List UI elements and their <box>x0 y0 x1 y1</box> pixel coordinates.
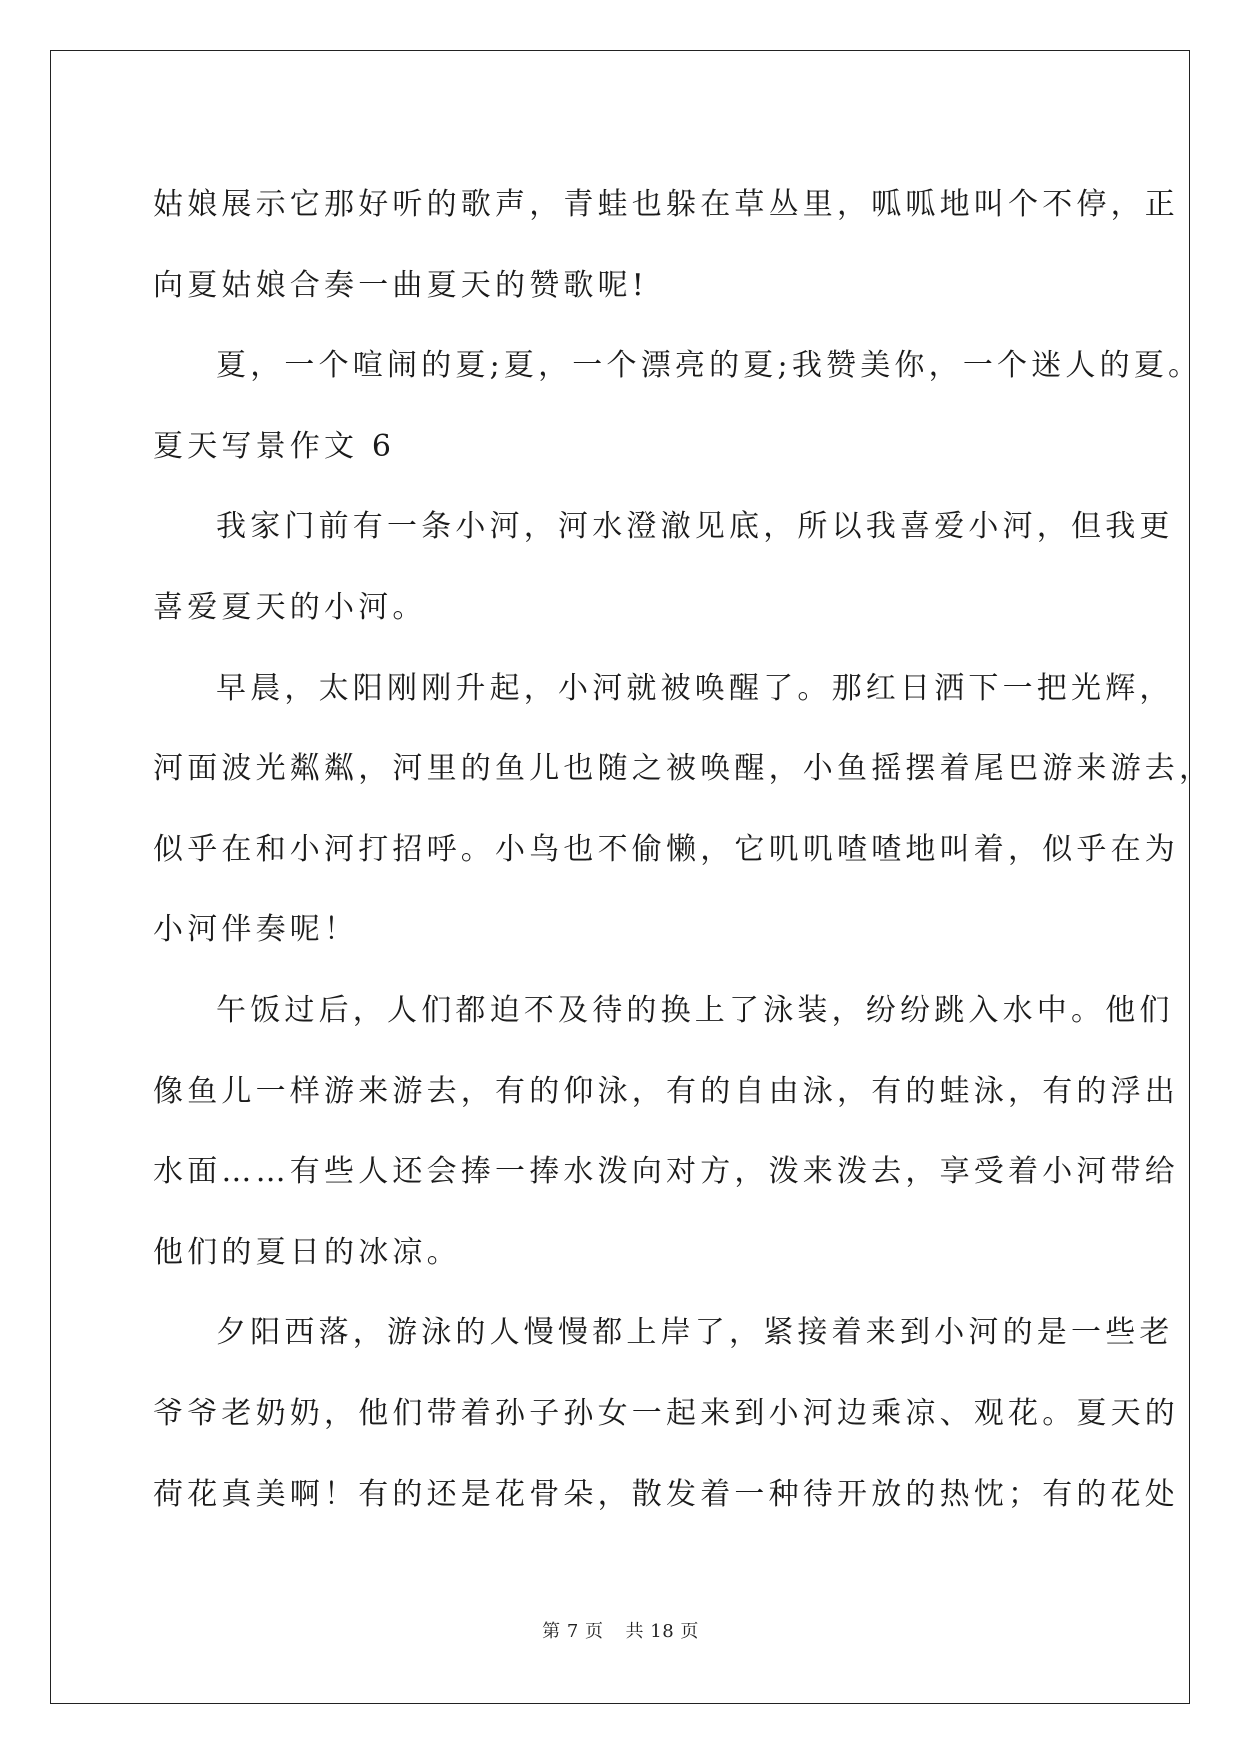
text-line-6: 喜爱夏天的小河。 <box>153 589 427 625</box>
text-line-1: 姑娘展示它那好听的歌声，青蛙也躲在草丛里，呱呱地叫个不停，正 <box>153 187 1179 222</box>
text-line-11: 午饭过后，人们都迫不及待的换上了泳装，纷纷跳入水中。他们 <box>216 992 1174 1028</box>
text-line-5: 我家门前有一条小河，河水澄澈见底，所以我喜爱小河，但我更 <box>216 509 1174 545</box>
text-line-3: 夏，一个喧闹的夏;夏，一个漂亮的夏;我赞美你，一个迷人的夏。 <box>216 348 1203 384</box>
document-body <box>153 165 1214 1535</box>
page-number: 第 7 页 <box>542 1621 604 1642</box>
text-line-15: 夕阳西落，游泳的人慢慢都上岸了，紧接着来到小河的是一些老 <box>216 1315 1174 1351</box>
text-line-14: 他们的夏日的冰凉。 <box>153 1234 461 1270</box>
text-line-16: 爷爷老奶奶，他们带着孙子孙女一起来到小河边乘凉、观花。夏天的 <box>153 1395 1179 1431</box>
text-line-8: 河面波光粼粼，河里的鱼儿也随之被唤醒，小鱼摇摆着尾巴游来游去， <box>153 751 1214 787</box>
text-line-12: 像鱼儿一样游来游去，有的仰泳，有的自由泳，有的蛙泳，有的浮出 <box>153 1073 1179 1109</box>
text-line-7: 早晨，太阳刚刚升起，小河就被唤醒了。那红日洒下一把光辉， <box>216 670 1174 706</box>
text-line-9: 似乎在和小河打招呼。小鸟也不偷懒，它叽叽喳喳地叫着，似乎在为 <box>153 831 1179 867</box>
page-total: 共 18 页 <box>625 1621 699 1642</box>
text-line-17: 荷花真美啊！有的还是花骨朵，散发着一种待开放的热忱；有的花处 <box>153 1476 1179 1512</box>
text-line-10: 小河伴奏呢！ <box>153 912 359 948</box>
page-footer <box>0 1617 1241 1643</box>
text-line-13: 水面……有些人还会捧一捧水泼向对方，泼来泼去，享受着小河带给 <box>153 1154 1179 1190</box>
text-line-2: 向夏姑娘合奏一曲夏天的赞歌呢! <box>153 267 649 303</box>
section-heading: 夏天写景作文 6 <box>153 428 396 464</box>
